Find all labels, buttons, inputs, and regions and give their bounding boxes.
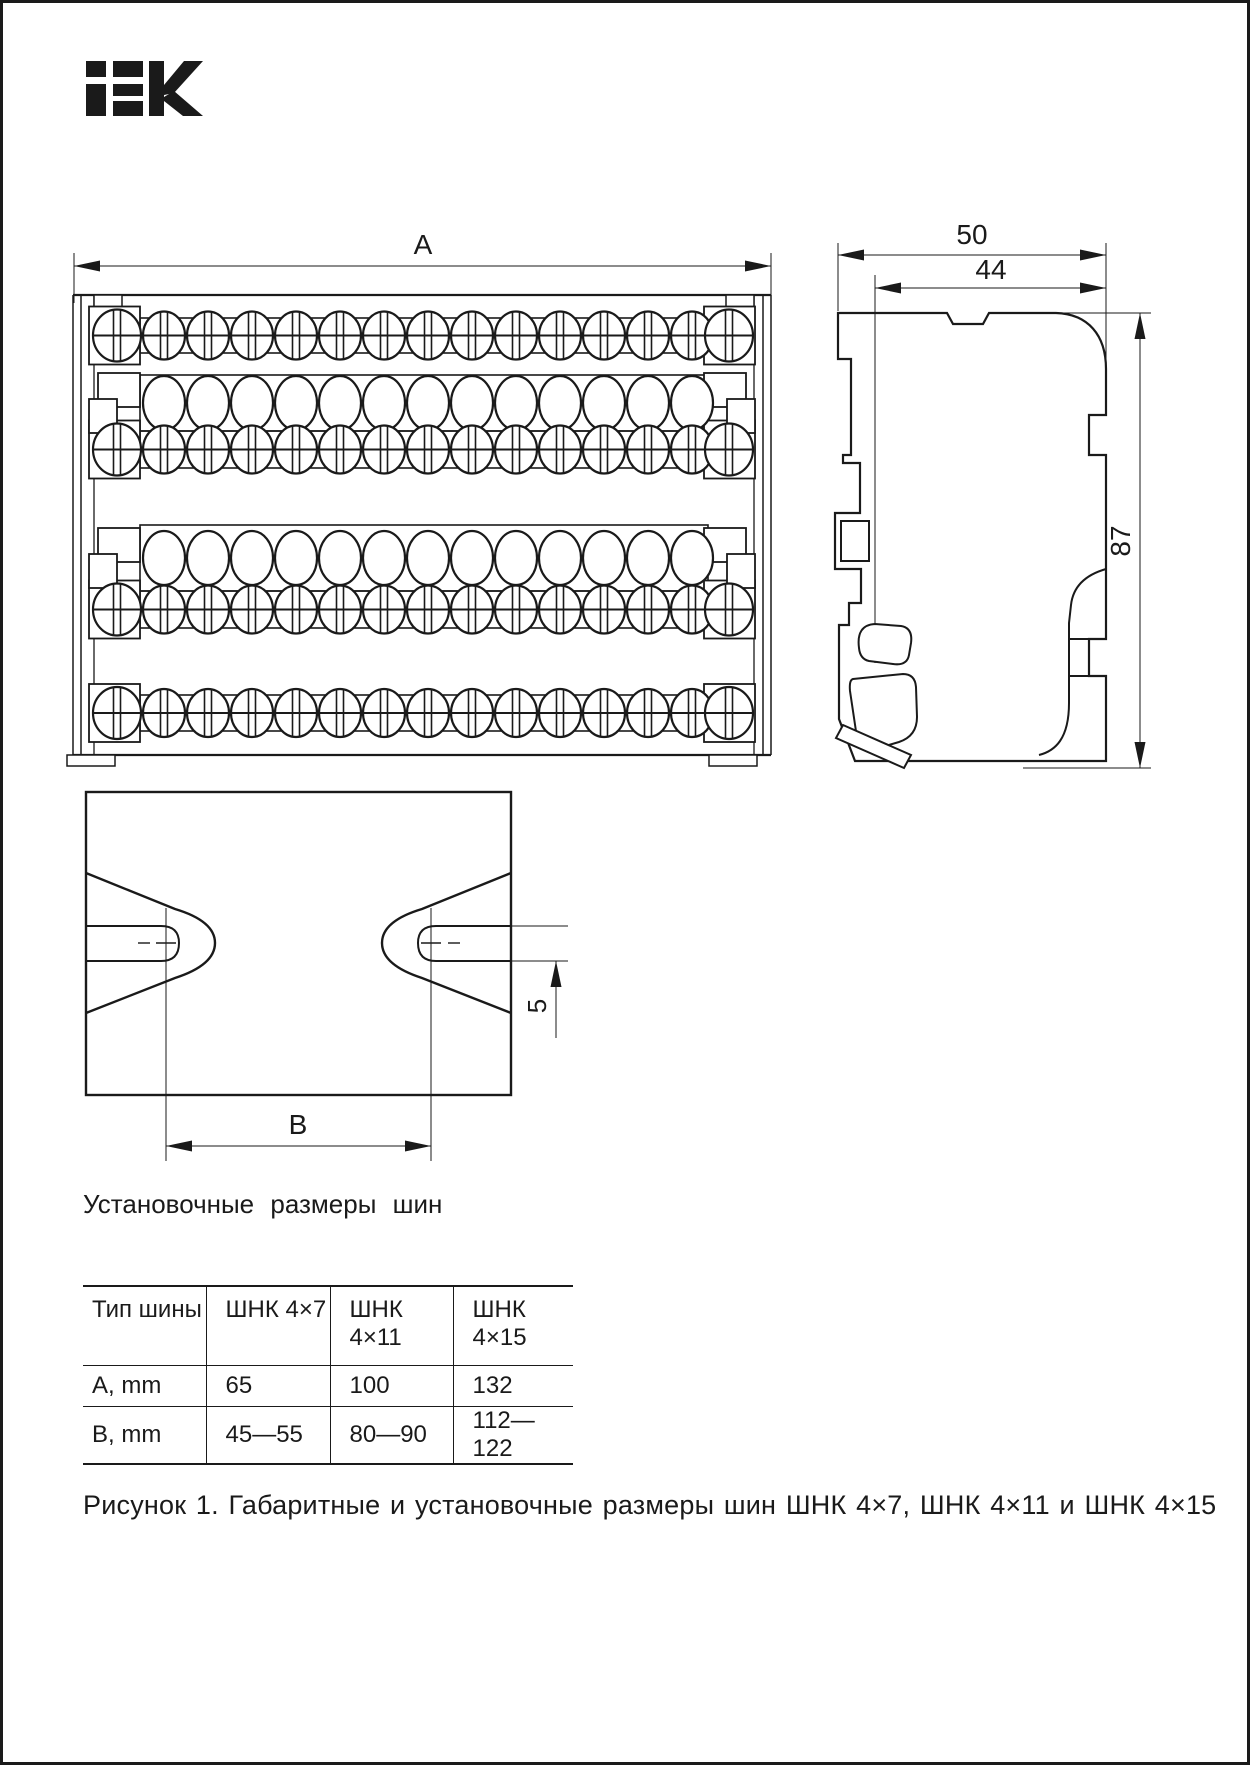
dim-44-label: 44	[975, 254, 1007, 285]
table-cell: 132	[453, 1366, 573, 1407]
table-row	[83, 1366, 573, 1407]
front-foot-left	[67, 755, 115, 766]
row-label: A, mm	[83, 1366, 206, 1407]
boot-inner-upper	[859, 624, 912, 664]
table-cell: 112—122	[453, 1407, 573, 1465]
front-view-drawing	[67, 229, 771, 766]
figure-caption: Рисунок 1. Габаритные и установочные размеры шин ШНК 4×7, ШНК 4×11 и ШНК 4×15	[83, 1490, 1217, 1520]
table-header-cell: Тип шины	[92, 1296, 202, 1323]
iek-logo	[86, 61, 203, 116]
table-header-cell: ШНК 4×11	[330, 1286, 453, 1366]
table-header-cell: ШНК 4×15	[453, 1286, 573, 1366]
table-header-cell: ШНК 4×7	[206, 1286, 330, 1366]
logo-k-upper-arm	[164, 61, 203, 95]
drawing-subtitle: Установочные размеры шин	[83, 1189, 443, 1219]
dim-a-label: A	[413, 229, 433, 260]
logo-k-stem	[149, 61, 164, 116]
front-foot-right	[709, 755, 757, 766]
dim-87-label: 87	[1105, 525, 1136, 557]
dimensions-table	[83, 1285, 573, 1465]
table-row	[83, 1407, 573, 1465]
dim-a-arrow-left	[74, 261, 100, 272]
din-clip-contour	[1039, 569, 1106, 755]
logo-i-dot	[86, 61, 106, 77]
mounting-view-drawing	[86, 792, 568, 1161]
row-label: B, mm	[83, 1407, 206, 1465]
dim-b-label: B	[288, 1109, 308, 1140]
side-view-drawing	[835, 219, 1151, 768]
dim-50-label: 50	[956, 219, 988, 250]
logo-i-body	[86, 84, 106, 116]
logo-e-bar	[113, 84, 143, 96]
dim-5-label: 5	[522, 998, 552, 1014]
table-cell: 65	[206, 1366, 330, 1407]
dim-a-arrow-right	[745, 261, 771, 272]
table-cell: 100	[330, 1366, 453, 1407]
table-header-row	[83, 1286, 573, 1366]
logo-k-lower-arm	[164, 91, 203, 116]
table-cell: 80—90	[330, 1407, 453, 1465]
table-cell: 45—55	[206, 1407, 330, 1465]
side-screw-box	[841, 521, 869, 561]
logo-e-bar	[113, 61, 143, 77]
logo-e-bar	[113, 101, 143, 116]
